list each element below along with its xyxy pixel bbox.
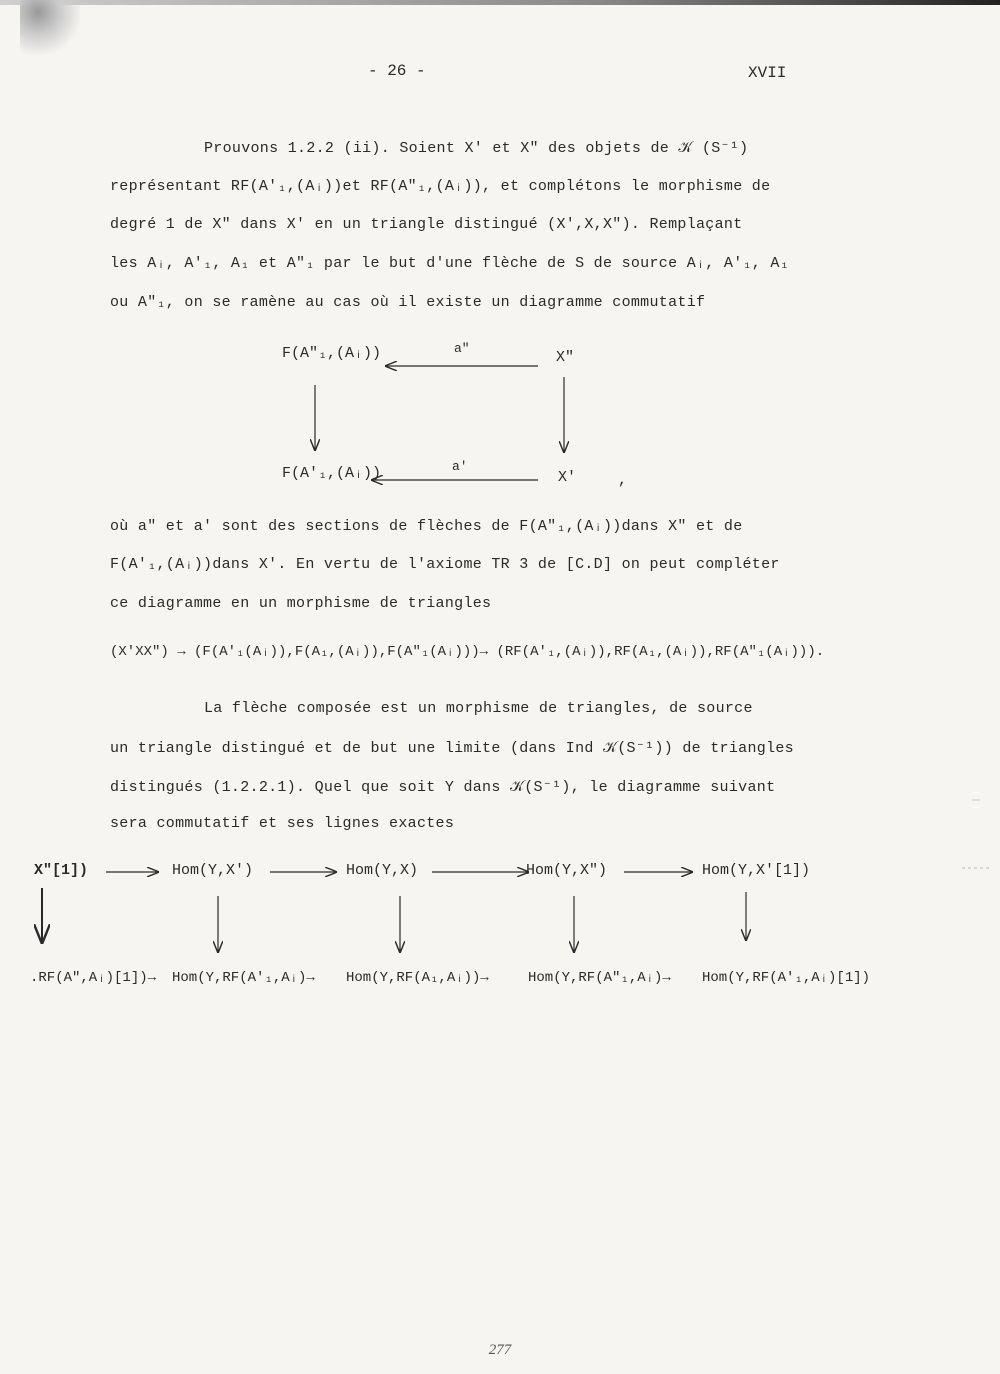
text-line: un triangle distingué et de but une limite (dans Ind 𝒦(S⁻¹)) de triangles [110, 740, 794, 757]
diagram-node: .RF(A",Aᵢ)[1])→ [30, 970, 157, 986]
diagram-comma: , [618, 472, 628, 489]
diagram-node: Hom(Y,RF(A'₁,Aᵢ)[1]) [702, 970, 871, 986]
text-line: degré 1 de X" dans X' en un triangle distingué (X',X,X"). Remplaçant [110, 216, 743, 233]
formula-line: (X'XX") → (F(A'₁(Aᵢ)),F(A₁,(Aᵢ)),F(A"₁(Aᵢ)))→ (RF(A'₁,(Aᵢ)),RF(A₁,(Aᵢ)),RF(A"₁(Aᵢ))). [110, 644, 825, 660]
text-line: les Aᵢ, A'₁, A₁ et A"₁ par le but d'une flèche de S de source Aᵢ, A'₁, A₁ [110, 255, 790, 272]
diagram-node: Hom(Y,X') [172, 862, 254, 879]
diagram-node: X' [558, 469, 577, 486]
text-line: Prouvons 1.2.2 (ii). Soient X' et X" des objets de 𝒦 (S⁻¹) [204, 140, 749, 157]
diagram-node: X"[1]) [34, 862, 89, 879]
diagram-node: Hom(Y,RF(A'₁,Aᵢ)→ [172, 970, 315, 986]
arrow-label: a" [454, 341, 470, 356]
text-line: ce diagramme en un morphisme de triangles [110, 595, 492, 612]
arrow-label: a' [452, 459, 468, 474]
page-number: - 26 - [368, 62, 426, 80]
section-number: XVII [748, 64, 787, 82]
diagram-node: X" [556, 349, 575, 366]
footer-page-number: 277 [488, 1342, 512, 1358]
diagram-node: Hom(Y,RF(A₁,Aᵢ))→ [346, 970, 489, 986]
text-line: où a" et a' sont des sections de flèches de F(A"₁,(Aᵢ))dans X" et de [110, 518, 743, 535]
text-line: distingués (1.2.2.1). Quel que soit Y dans 𝒦(S⁻¹), le diagramme suivant [110, 779, 776, 796]
diagram-node: F(A"₁,(Aᵢ)) [282, 345, 382, 362]
diagram-node: Hom(Y,X'[1]) [702, 862, 811, 879]
text-line: sera commutatif et ses lignes exactes [110, 815, 455, 832]
diagram-node: F(A'₁,(Aᵢ)) [282, 465, 382, 482]
diagram-node: Hom(Y,X") [526, 862, 608, 879]
text-line: représentant RF(A'₁,(Aᵢ))et RF(A"₁,(Aᵢ)), et complétons le morphisme de [110, 178, 771, 195]
diagram-node: Hom(Y,X) [346, 862, 419, 879]
text-line: F(A'₁,(Aᵢ))dans X'. En vertu de l'axiome TR 3 de [C.D] on peut compléter [110, 556, 780, 573]
diagram-node: Hom(Y,RF(A"₁,Aᵢ)→ [528, 970, 671, 986]
text-line: ou A"₁, on se ramène au cas où il existe un diagramme commutatif [110, 294, 706, 311]
text-line: La flèche composée est un morphisme de triangles, de source [204, 700, 753, 717]
